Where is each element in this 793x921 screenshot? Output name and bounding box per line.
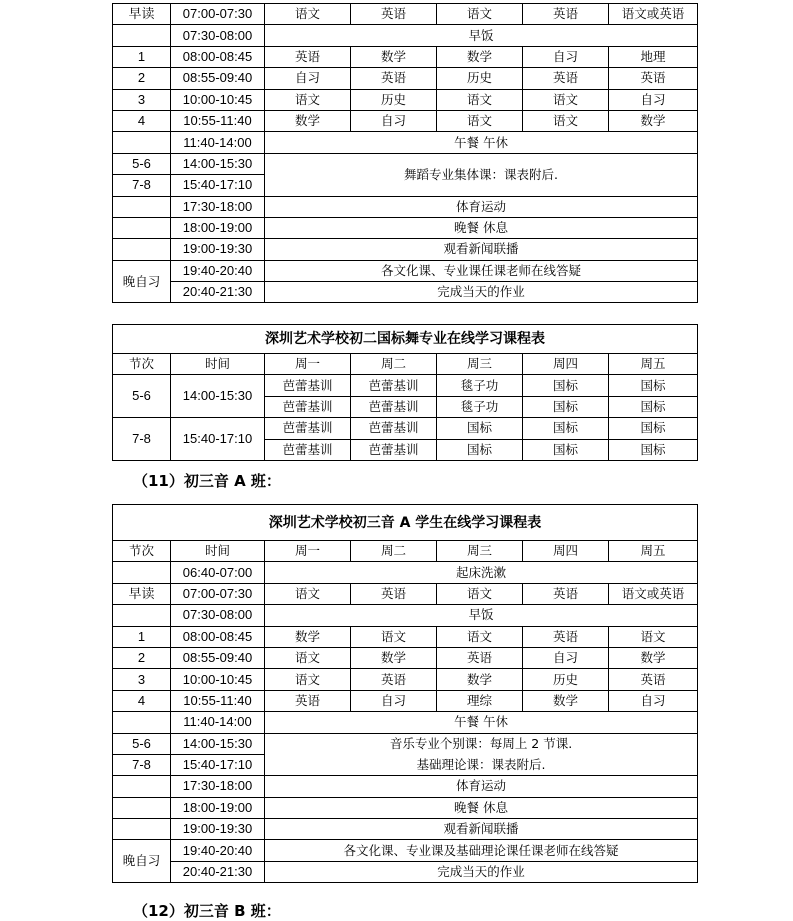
class-cell: 英语 — [523, 626, 609, 647]
period-cell: 2 — [113, 68, 171, 89]
column-header: 时间 — [171, 541, 265, 562]
column-header: 周二 — [351, 354, 437, 375]
class-cell: 数学 — [351, 647, 437, 668]
period-cell — [113, 562, 171, 583]
time-cell: 07:30-08:00 — [171, 605, 265, 626]
table-row — [113, 797, 698, 818]
table-row — [113, 110, 698, 131]
column-header: 时间 — [171, 354, 265, 375]
table-row — [113, 4, 698, 25]
time-cell: 17:30-18:00 — [171, 776, 265, 797]
activity-cell: 早饭 — [265, 605, 698, 626]
schedule-table-top — [112, 3, 698, 303]
table-title: 深圳艺术学校初三音 A 学生在线学习课程表 — [113, 505, 698, 541]
dance-schedule-table — [112, 324, 698, 461]
time-cell: 20:40-21:30 — [171, 861, 265, 882]
table-title: 深圳艺术学校初二国标舞专业在线学习课程表 — [113, 325, 698, 354]
period-cell: 7-8 — [113, 418, 171, 461]
table-row — [113, 196, 698, 217]
period-cell — [113, 196, 171, 217]
class-cell: 英语 — [437, 647, 523, 668]
period-cell: 3 — [113, 669, 171, 690]
class-cell: 数学 — [265, 110, 351, 131]
column-header: 周五 — [609, 541, 698, 562]
period-cell — [113, 819, 171, 840]
column-header: 周二 — [351, 541, 437, 562]
class-cell: 语文 — [523, 89, 609, 110]
class-cell: 语文 — [265, 583, 351, 604]
activity-cell: 体育运动 — [265, 776, 698, 797]
table-row — [113, 776, 698, 797]
class-cell: 国标 — [523, 375, 609, 396]
period-cell: 晚自习 — [113, 840, 171, 883]
class-cell: 历史 — [523, 669, 609, 690]
table-row — [113, 733, 698, 754]
column-header: 周五 — [609, 354, 698, 375]
class-cell: 国标 — [523, 439, 609, 460]
activity-cell: 舞蹈专业集体课：课表附后. — [265, 153, 698, 196]
table-row — [113, 132, 698, 153]
table-header-row — [113, 541, 698, 562]
time-cell: 08:55-09:40 — [171, 68, 265, 89]
time-cell: 20:40-21:30 — [171, 282, 265, 303]
period-cell: 1 — [113, 46, 171, 67]
time-cell: 08:55-09:40 — [171, 647, 265, 668]
class-cell: 英语 — [351, 4, 437, 25]
table-row — [113, 690, 698, 711]
table-row — [113, 260, 698, 281]
period-cell: 5-6 — [113, 733, 171, 754]
time-cell: 11:40-14:00 — [171, 132, 265, 153]
music-a-schedule-table — [112, 504, 698, 883]
table-row — [113, 861, 698, 882]
class-cell: 毯子功 — [437, 396, 523, 417]
time-cell: 10:00-10:45 — [171, 89, 265, 110]
table-row — [113, 46, 698, 67]
period-cell: 2 — [113, 647, 171, 668]
table-row — [113, 754, 698, 775]
class-cell: 英语 — [523, 583, 609, 604]
column-header: 节次 — [113, 541, 171, 562]
class-cell: 语文或英语 — [609, 4, 698, 25]
class-cell: 芭蕾基训 — [265, 439, 351, 460]
class-cell: 国标 — [609, 375, 698, 396]
class-cell: 理综 — [437, 690, 523, 711]
class-cell: 语文 — [523, 110, 609, 131]
class-cell: 国标 — [609, 439, 698, 460]
time-cell: 15:40-17:10 — [171, 175, 265, 196]
class-cell: 英语 — [351, 669, 437, 690]
class-cell: 芭蕾基训 — [265, 396, 351, 417]
period-cell: 4 — [113, 690, 171, 711]
table-row — [113, 583, 698, 604]
time-cell: 15:40-17:10 — [171, 754, 265, 775]
table-row — [113, 562, 698, 583]
time-cell: 14:00-15:30 — [171, 733, 265, 754]
activity-cell: 完成当天的作业 — [265, 282, 698, 303]
class-cell: 国标 — [609, 396, 698, 417]
class-cell: 数学 — [437, 669, 523, 690]
class-cell: 数学 — [609, 110, 698, 131]
class-cell: 英语 — [265, 690, 351, 711]
period-cell: 5-6 — [113, 153, 171, 174]
period-cell: 7-8 — [113, 754, 171, 775]
table-row — [113, 647, 698, 668]
table-title-row — [113, 505, 698, 541]
class-cell: 地理 — [609, 46, 698, 67]
class-cell: 自习 — [523, 647, 609, 668]
column-header: 周一 — [265, 541, 351, 562]
time-cell: 17:30-18:00 — [171, 196, 265, 217]
class-cell: 数学 — [609, 647, 698, 668]
class-cell: 语文 — [609, 626, 698, 647]
time-cell: 07:00-07:30 — [171, 583, 265, 604]
period-cell — [113, 239, 171, 260]
class-cell: 语文 — [265, 669, 351, 690]
time-cell: 10:55-11:40 — [171, 110, 265, 131]
period-cell: 3 — [113, 89, 171, 110]
section-heading: （11）初三音 A 班： — [133, 472, 281, 490]
table-row — [113, 712, 698, 733]
table-row — [113, 605, 698, 626]
time-cell: 19:00-19:30 — [171, 819, 265, 840]
class-cell: 自习 — [265, 68, 351, 89]
column-header: 周四 — [523, 354, 609, 375]
table-row — [113, 669, 698, 690]
table-row — [113, 840, 698, 861]
time-cell: 07:00-07:30 — [171, 4, 265, 25]
period-cell — [113, 797, 171, 818]
class-cell: 历史 — [351, 89, 437, 110]
table-row — [113, 626, 698, 647]
class-cell: 数学 — [437, 46, 523, 67]
class-cell: 自习 — [609, 690, 698, 711]
period-cell — [113, 776, 171, 797]
time-cell: 11:40-14:00 — [171, 712, 265, 733]
class-cell: 语文 — [265, 89, 351, 110]
time-cell: 18:00-19:00 — [171, 217, 265, 238]
class-cell: 语文 — [265, 647, 351, 668]
column-header: 周四 — [523, 541, 609, 562]
activity-cell: 午餐 午休 — [265, 132, 698, 153]
time-cell: 14:00-15:30 — [171, 375, 265, 418]
column-header: 周三 — [437, 541, 523, 562]
table-header-row — [113, 354, 698, 375]
time-cell: 10:00-10:45 — [171, 669, 265, 690]
table-row — [113, 418, 698, 439]
activity-cell: 晚餐 休息 — [265, 217, 698, 238]
time-cell: 07:30-08:00 — [171, 25, 265, 46]
activity-cell: 音乐专业个别课：每周上 2 节课. — [265, 733, 698, 754]
activity-cell: 起床洗漱 — [265, 562, 698, 583]
table-row — [113, 153, 698, 174]
time-cell: 08:00-08:45 — [171, 626, 265, 647]
time-cell: 15:40-17:10 — [171, 418, 265, 461]
activity-cell: 体育运动 — [265, 196, 698, 217]
class-cell: 历史 — [437, 68, 523, 89]
activity-cell: 观看新闻联播 — [265, 819, 698, 840]
time-cell: 08:00-08:45 — [171, 46, 265, 67]
time-cell: 10:55-11:40 — [171, 690, 265, 711]
time-cell: 06:40-07:00 — [171, 562, 265, 583]
class-cell: 国标 — [523, 396, 609, 417]
period-cell — [113, 217, 171, 238]
class-cell: 数学 — [523, 690, 609, 711]
class-cell: 语文 — [437, 626, 523, 647]
class-cell: 语文 — [265, 4, 351, 25]
class-cell: 语文 — [437, 89, 523, 110]
class-cell: 语文 — [437, 4, 523, 25]
table-row — [113, 282, 698, 303]
time-cell: 14:00-15:30 — [171, 153, 265, 174]
activity-cell: 早饭 — [265, 25, 698, 46]
class-cell: 英语 — [265, 46, 351, 67]
class-cell: 语文 — [437, 110, 523, 131]
class-cell: 芭蕾基训 — [351, 418, 437, 439]
table-row — [113, 375, 698, 396]
class-cell: 芭蕾基训 — [351, 375, 437, 396]
time-cell: 18:00-19:00 — [171, 797, 265, 818]
column-header: 节次 — [113, 354, 171, 375]
time-cell: 19:00-19:30 — [171, 239, 265, 260]
class-cell: 毯子功 — [437, 375, 523, 396]
table-row — [113, 819, 698, 840]
table-row — [113, 89, 698, 110]
period-cell — [113, 132, 171, 153]
table-row — [113, 25, 698, 46]
table-row — [113, 239, 698, 260]
period-cell: 5-6 — [113, 375, 171, 418]
class-cell: 英语 — [609, 68, 698, 89]
time-cell: 19:40-20:40 — [171, 260, 265, 281]
period-cell — [113, 25, 171, 46]
class-cell: 国标 — [609, 418, 698, 439]
class-cell: 国标 — [523, 418, 609, 439]
period-cell: 4 — [113, 110, 171, 131]
class-cell: 英语 — [351, 68, 437, 89]
class-cell: 国标 — [437, 439, 523, 460]
class-cell: 国标 — [437, 418, 523, 439]
activity-cell: 晚餐 休息 — [265, 797, 698, 818]
class-cell: 语文 — [437, 583, 523, 604]
class-cell: 自习 — [351, 690, 437, 711]
class-cell: 英语 — [351, 583, 437, 604]
class-cell: 英语 — [609, 669, 698, 690]
class-cell: 芭蕾基训 — [265, 418, 351, 439]
activity-cell: 观看新闻联播 — [265, 239, 698, 260]
class-cell: 自习 — [523, 46, 609, 67]
class-cell: 英语 — [523, 68, 609, 89]
class-cell: 自习 — [609, 89, 698, 110]
period-cell: 早读 — [113, 583, 171, 604]
section-heading: （12）初三音 B 班： — [133, 902, 281, 920]
activity-cell: 午餐 午休 — [265, 712, 698, 733]
class-cell: 芭蕾基训 — [351, 439, 437, 460]
activity-cell: 各文化课、专业课及基础理论课任课老师在线答疑 — [265, 840, 698, 861]
column-header: 周一 — [265, 354, 351, 375]
class-cell: 数学 — [265, 626, 351, 647]
class-cell: 芭蕾基训 — [351, 396, 437, 417]
period-cell: 1 — [113, 626, 171, 647]
table-title-row — [113, 325, 698, 354]
activity-cell: 各文化课、专业课任课老师在线答疑 — [265, 260, 698, 281]
period-cell — [113, 605, 171, 626]
period-cell — [113, 712, 171, 733]
class-cell: 语文 — [351, 626, 437, 647]
class-cell: 数学 — [351, 46, 437, 67]
table-row — [113, 217, 698, 238]
time-cell: 19:40-20:40 — [171, 840, 265, 861]
class-cell: 自习 — [351, 110, 437, 131]
class-cell: 芭蕾基训 — [265, 375, 351, 396]
class-cell: 语文或英语 — [609, 583, 698, 604]
period-cell: 晚自习 — [113, 260, 171, 303]
period-cell: 7-8 — [113, 175, 171, 196]
table-row — [113, 68, 698, 89]
activity-cell: 基础理论课：课表附后. — [265, 754, 698, 775]
activity-cell: 完成当天的作业 — [265, 861, 698, 882]
period-cell: 早读 — [113, 4, 171, 25]
class-cell: 英语 — [523, 4, 609, 25]
column-header: 周三 — [437, 354, 523, 375]
